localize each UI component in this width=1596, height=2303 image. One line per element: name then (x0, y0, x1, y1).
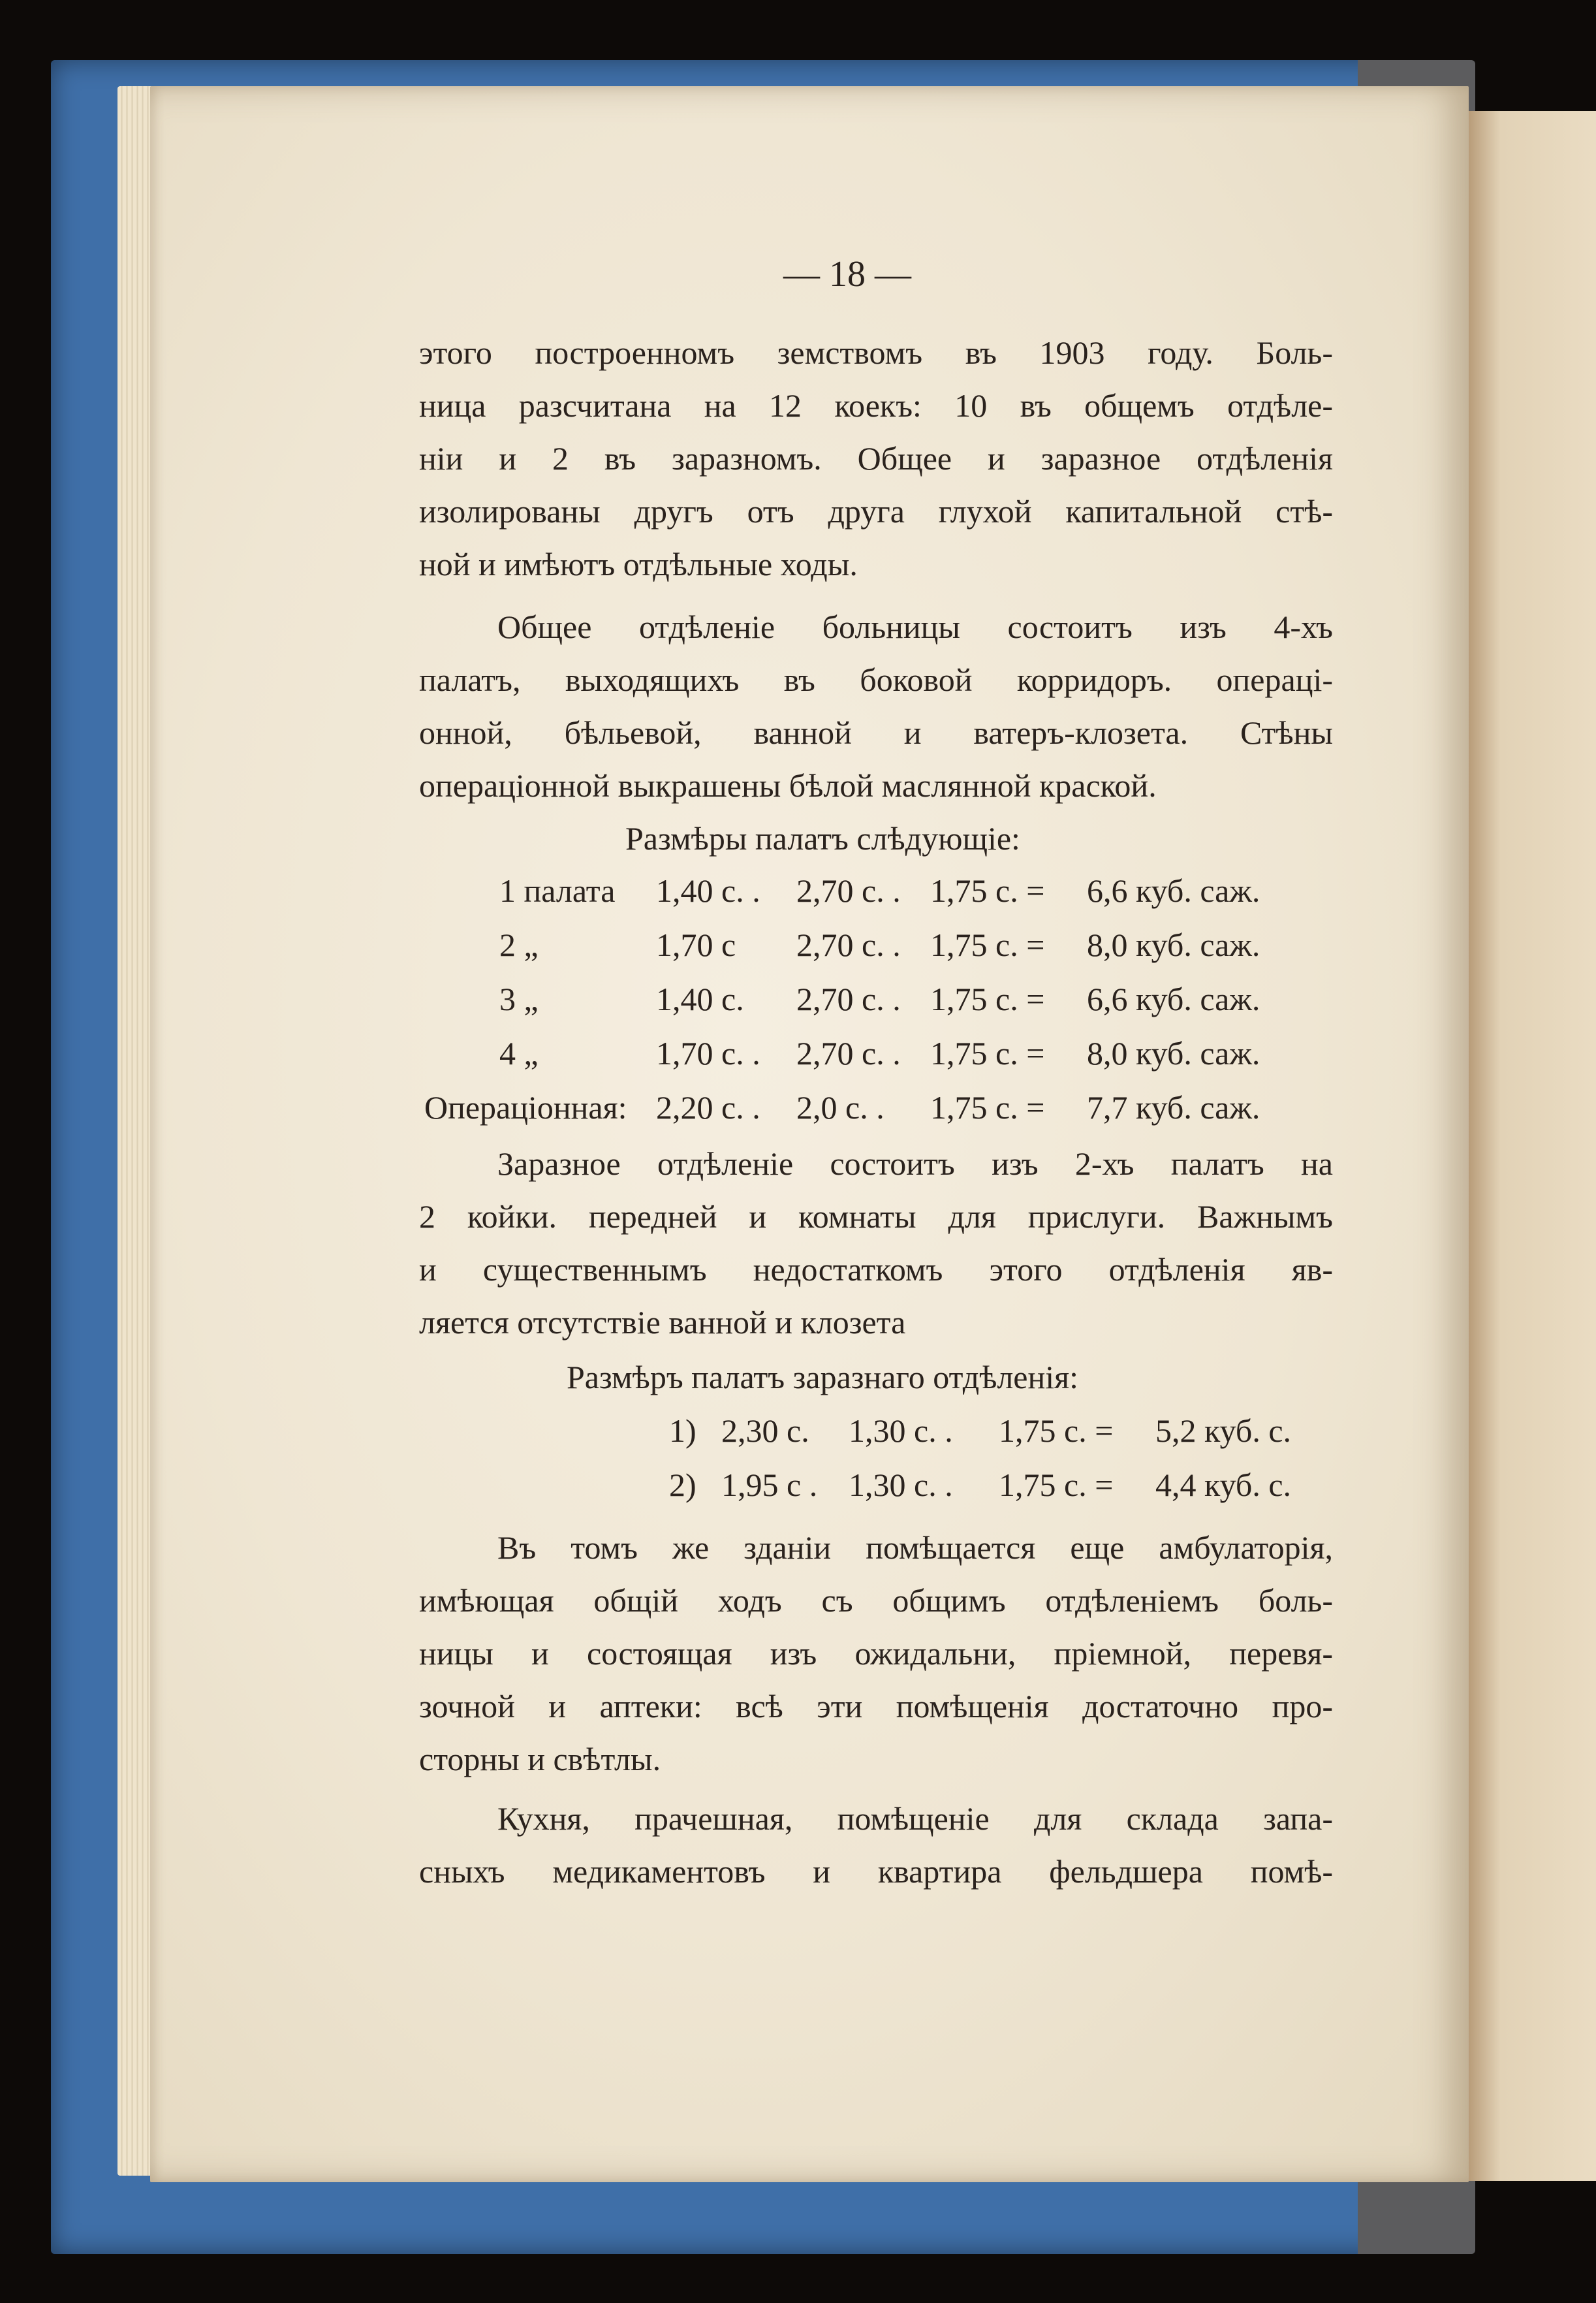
ward-name: 2 „ (499, 927, 539, 963)
text-line: операціонной выкрашены бѣлой маслянной краской. (419, 767, 1157, 804)
text-line: ной и имѣютъ отдѣльные ходы. (419, 546, 858, 582)
ward-volume: 6,6 куб. саж. (1087, 872, 1260, 909)
infectious-table-heading: Размѣръ палатъ заразнаго отдѣленія: (567, 1359, 1079, 1395)
ward-dim-b: 2,70 с. . (796, 1035, 901, 1072)
text-line: ніи и 2 въ заразномъ. Общее и заразное отдѣленія (419, 440, 1333, 477)
ward-dim-c: 1,75 с. = (999, 1467, 1114, 1503)
table-row (424, 872, 1338, 924)
ward-dim-b: 1,30 с. . (849, 1467, 953, 1503)
ward-dim-b: 2,70 с. . (796, 872, 901, 909)
text-line: палатъ, выходящихъ въ боковой корридоръ. операці- (419, 661, 1333, 698)
ward-name: 2) (669, 1467, 696, 1503)
paragraph-3 (419, 1137, 1333, 1349)
wards-table-heading: Размѣры палатъ слѣдующіе: (625, 820, 1020, 857)
text-line: сторны и свѣтлы. (419, 1741, 661, 1777)
ward-dim-a: 2,20 с. . (656, 1089, 760, 1126)
text-line: Общее отдѣленіе больницы состоитъ изъ 4-хъ (497, 609, 1333, 645)
ward-volume: 4,4 куб. с. (1155, 1467, 1292, 1503)
paragraph-1 (419, 326, 1333, 591)
ward-volume: 8,0 куб. саж. (1087, 927, 1260, 963)
ward-dim-c: 1,75 с. = (930, 1035, 1045, 1072)
ward-name: 4 „ (499, 1035, 539, 1072)
ward-dim-a: 1,95 с . (721, 1467, 818, 1503)
ward-name: 1 палата (499, 872, 616, 909)
ward-dim-a: 1,40 с. (656, 981, 744, 1017)
table-row (424, 1466, 1338, 1518)
table-row (424, 1034, 1338, 1087)
paragraph-5 (419, 1792, 1333, 1898)
ward-dim-a: 1,70 с. . (656, 1035, 760, 1072)
ward-name: 3 „ (499, 981, 539, 1017)
ward-dim-a: 2,30 с. (721, 1412, 809, 1449)
ward-volume: 5,2 куб. с. (1155, 1412, 1292, 1449)
text-line: 2 койки. передней и комнаты для прислуги. Важнымъ (419, 1198, 1333, 1235)
paragraph-4 (419, 1521, 1333, 1786)
text-line: ница разсчитана на 12 коекъ: 10 въ общемъ отдѣле- (419, 387, 1333, 424)
table-row (424, 1412, 1338, 1464)
page-number: — 18 — (783, 254, 911, 294)
text-line: этого построенномъ земствомъ въ 1903 году. Боль- (419, 334, 1333, 371)
text-line: и существеннымъ недостаткомъ этого отдѣленія яв- (419, 1251, 1333, 1288)
ward-dim-c: 1,75 с. = (930, 872, 1045, 909)
text-line: зочной и аптеки: всѣ эти помѣщенія достаточно про- (419, 1688, 1333, 1724)
ward-dim-b: 2,70 с. . (796, 927, 901, 963)
ward-volume: 8,0 куб. саж. (1087, 1035, 1260, 1072)
ward-volume: 6,6 куб. саж. (1087, 981, 1260, 1017)
ward-dim-c: 1,75 с. = (930, 1089, 1045, 1126)
text-line: Въ томъ же зданіи помѣщается еще амбулаторія, (497, 1529, 1333, 1566)
facing-page-edge (1469, 111, 1596, 2181)
paragraph-2 (419, 601, 1333, 812)
ward-name: 1) (669, 1412, 696, 1449)
text-line: Заразное отдѣленіе состоитъ изъ 2-хъ палатъ на (497, 1145, 1333, 1182)
text-line: ницы и состоящая изъ ожидальни, пріемной, перевя- (419, 1635, 1333, 1672)
ward-dim-c: 1,75 с. = (930, 981, 1045, 1017)
text-line: изолированы другъ отъ друга глухой капитальной стѣ- (419, 493, 1333, 530)
text-line: сныхъ медикаментовъ и квартира фельдшера помѣ- (419, 1853, 1333, 1890)
ward-dim-b: 1,30 с. . (849, 1412, 953, 1449)
ward-name: Операціонная: (424, 1089, 627, 1126)
table-row (424, 980, 1338, 1032)
ward-dim-b: 2,0 с. . (796, 1089, 884, 1126)
ward-dim-b: 2,70 с. . (796, 981, 901, 1017)
text-line: ляется отсутствіе ванной и клозета (419, 1304, 906, 1341)
ward-dim-c: 1,75 с. = (999, 1412, 1114, 1449)
text-line: имѣющая общій ходъ съ общимъ отдѣленіемъ боль- (419, 1582, 1333, 1619)
table-row (424, 1088, 1338, 1141)
ward-dim-a: 1,40 с. . (656, 872, 760, 909)
ward-dim-c: 1,75 с. = (930, 927, 1045, 963)
text-line: онной, бѣльевой, ванной и ватеръ-клозета. Стѣны (419, 714, 1333, 751)
ward-dim-a: 1,70 с (656, 927, 736, 963)
ward-volume: 7,7 куб. саж. (1087, 1089, 1260, 1126)
text-line: Кухня, прачешная, помѣщеніе для склада запа- (497, 1800, 1333, 1837)
table-row (424, 926, 1338, 978)
